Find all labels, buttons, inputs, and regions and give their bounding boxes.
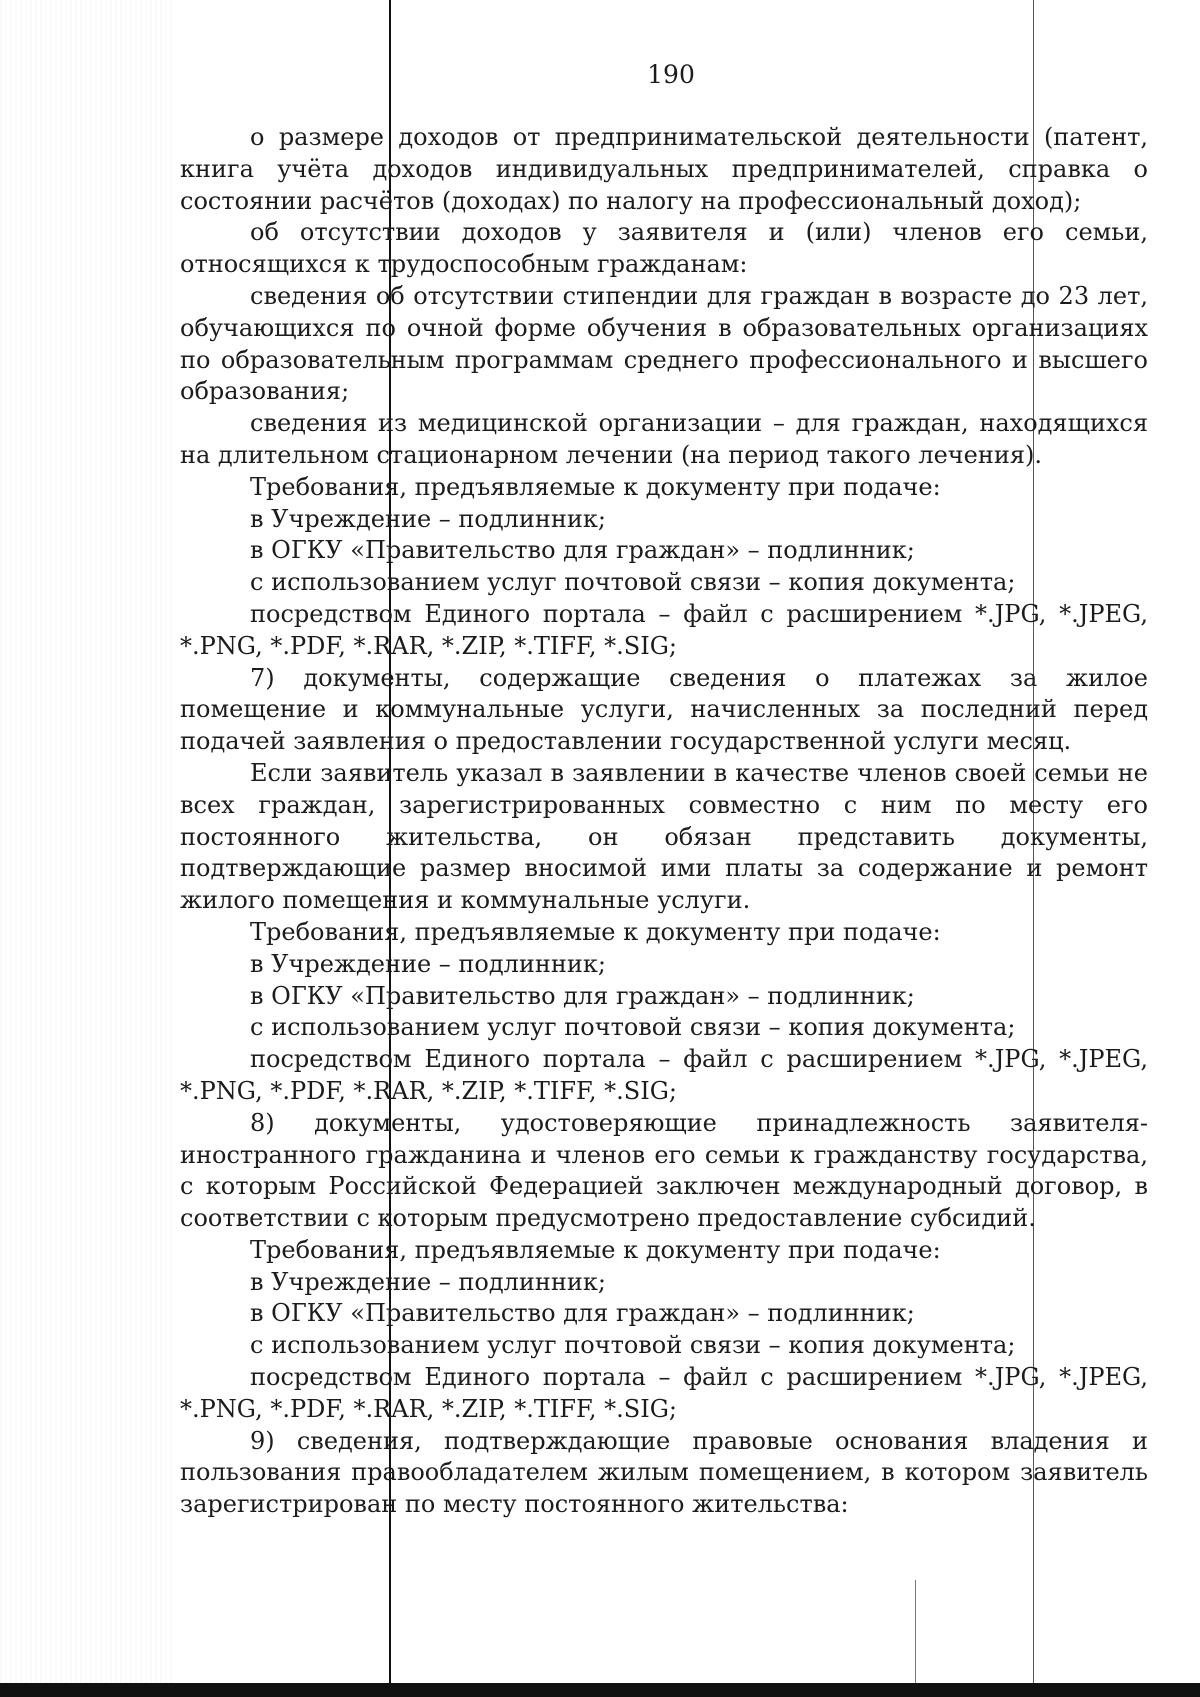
page-body [180, 122, 1148, 1521]
scan-noise [0, 0, 175, 1697]
paragraph: в Учреждение – подлинник; [250, 1267, 606, 1296]
paragraph: Требования, предъявляемые к документу при подаче: [250, 472, 941, 501]
paragraph: 9) сведения, подтверждающие правовые основания владения и пользования правообладателем жилым помещением, в котором заявитель зарегистрирован по месту постоянного жительства: [180, 1426, 1148, 1519]
paragraph: в ОГКУ «Правительство для граждан» – подлинник; [250, 981, 915, 1010]
paragraph: в Учреждение – подлинник; [250, 949, 606, 978]
paragraph: Требования, предъявляемые к документу при подаче: [250, 1235, 941, 1264]
paragraph: 7) документы, содержащие сведения о платежах за жилое помещение и коммунальные услуги, начисленных за последний перед подачей заявления о предоставлении государственной услуги месяц. [180, 663, 1148, 756]
paragraph: сведения из медицинской организации – для граждан, находящихся на длительном стационарном лечении (на период такого лечения). [180, 409, 1148, 469]
paragraph: Если заявитель указал в заявлении в качестве членов своей семьи не всех граждан, зарегистрированных совместно с ним по месту его постоянного жительства, он обязан представить документы, подтверждающие размер вносимой ими платы за содержание и ремонт жилого помещения и коммунальные услуги. [180, 758, 1148, 915]
paragraph: об отсутствии доходов у заявителя и (или) членов его семьи, относящихся к трудоспособным гражданам: [180, 218, 1148, 279]
paragraph: посредством Единого портала – файл с расширением *.JPG, *.JPEG, *.PNG, *.PDF, *.RAR, *.ZIP, *.TIFF, *.SIG; [180, 599, 1148, 660]
paragraph: в Учреждение – подлинник; [250, 504, 606, 533]
paragraph: посредством Единого портала – файл с расширением *.JPG, *.JPEG, *.PNG, *.PDF, *.RAR, *.ZIP, *.TIFF, *.SIG; [180, 1363, 1148, 1423]
paragraph: о размере доходов от предпринимательской деятельности (патент, книга учёта доходов индивидуальных предпринимателей, справка о состоянии расчётов (доходах) по налогу на профессиональный доход); [180, 123, 1148, 215]
paragraph: Требования, предъявляемые к документу при подаче: [250, 917, 941, 946]
scan-bottom-edge [0, 1683, 1200, 1697]
paragraph: с использованием услуг почтовой связи – копия документа; [250, 1013, 1016, 1042]
paragraph: с использованием услуг почтовой связи – копия документа; [250, 568, 1016, 597]
scan-artifact-line [915, 1580, 916, 1697]
page-number: 190 [647, 60, 695, 89]
paragraph: посредством Единого портала – файл с расширением *.JPG, *.JPEG, *.PNG, *.PDF, *.RAR, *.ZIP, *.TIFF, *.SIG; [180, 1045, 1148, 1105]
paragraph: 8) документы, удостоверяющие принадлежность заявителя-иностранного гражданина и членов его семьи к гражданству государства, с которым Российской Федерацией заключен международный договор, в соответствии с которым предусмотрено предоставление субсидий. [180, 1108, 1148, 1233]
paragraph: сведения об отсутствии стипендии для граждан в возрасте до 23 лет, обучающихся по очной форме обучения в образовательных организациях по образовательным программам среднего профессионального и высшего образования; [180, 281, 1148, 406]
paragraph: в ОГКУ «Правительство для граждан» – подлинник; [250, 1299, 915, 1328]
paragraph: в ОГКУ «Правительство для граждан» – подлинник; [250, 536, 915, 565]
paragraph: с использованием услуг почтовой связи – копия документа; [250, 1331, 1016, 1360]
